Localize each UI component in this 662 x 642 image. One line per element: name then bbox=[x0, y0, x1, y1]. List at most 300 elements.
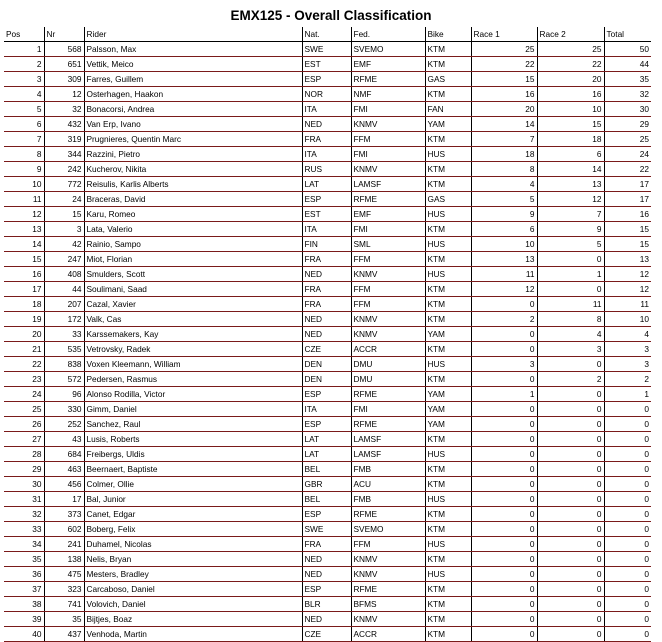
cell-pos: 19 bbox=[4, 312, 44, 327]
cell-fed: FMI bbox=[351, 102, 425, 117]
cell-rider: Razzini, Pietro bbox=[84, 147, 302, 162]
cell-fed: EMF bbox=[351, 57, 425, 72]
cell-nat: NED bbox=[302, 117, 351, 132]
header-nr: Nr bbox=[44, 27, 84, 42]
cell-race2: 6 bbox=[537, 147, 604, 162]
header-bike: Bike bbox=[425, 27, 471, 42]
cell-nr: 456 bbox=[44, 477, 84, 492]
table-row bbox=[4, 612, 651, 627]
cell-race2: 0 bbox=[537, 432, 604, 447]
table-row bbox=[4, 192, 651, 207]
cell-rider: Freibergs, Uldis bbox=[84, 447, 302, 462]
table-row bbox=[4, 132, 651, 147]
cell-total: 32 bbox=[604, 87, 651, 102]
cell-bike: KTM bbox=[425, 462, 471, 477]
cell-fed: EMF bbox=[351, 207, 425, 222]
cell-nr: 252 bbox=[44, 417, 84, 432]
cell-nr: 344 bbox=[44, 147, 84, 162]
cell-race1: 0 bbox=[471, 612, 537, 627]
cell-race1: 0 bbox=[471, 297, 537, 312]
table-header-row bbox=[4, 27, 651, 42]
table-row bbox=[4, 492, 651, 507]
cell-pos: 24 bbox=[4, 387, 44, 402]
cell-nr: 172 bbox=[44, 312, 84, 327]
cell-pos: 20 bbox=[4, 327, 44, 342]
cell-nat: NED bbox=[302, 552, 351, 567]
cell-nat: ESP bbox=[302, 507, 351, 522]
cell-fed: KNMV bbox=[351, 267, 425, 282]
table-row bbox=[4, 162, 651, 177]
cell-rider: Soulimani, Saad bbox=[84, 282, 302, 297]
cell-nr: 138 bbox=[44, 552, 84, 567]
cell-race2: 11 bbox=[537, 297, 604, 312]
cell-bike: KTM bbox=[425, 312, 471, 327]
cell-rider: Cazal, Xavier bbox=[84, 297, 302, 312]
cell-race2: 4 bbox=[537, 327, 604, 342]
cell-nat: EST bbox=[302, 57, 351, 72]
cell-bike: KTM bbox=[425, 372, 471, 387]
cell-nat: NED bbox=[302, 267, 351, 282]
cell-fed: SVEMO bbox=[351, 522, 425, 537]
cell-pos: 12 bbox=[4, 207, 44, 222]
cell-race2: 1 bbox=[537, 267, 604, 282]
cell-fed: RFME bbox=[351, 417, 425, 432]
table-row bbox=[4, 507, 651, 522]
cell-fed: ACU bbox=[351, 477, 425, 492]
cell-race2: 0 bbox=[537, 417, 604, 432]
cell-rider: Duhamel, Nicolas bbox=[84, 537, 302, 552]
cell-total: 0 bbox=[604, 507, 651, 522]
cell-race1: 0 bbox=[471, 597, 537, 612]
cell-bike: KTM bbox=[425, 87, 471, 102]
cell-pos: 35 bbox=[4, 552, 44, 567]
table-row bbox=[4, 342, 651, 357]
cell-nr: 44 bbox=[44, 282, 84, 297]
cell-nat: ESP bbox=[302, 417, 351, 432]
cell-bike: YAM bbox=[425, 327, 471, 342]
cell-pos: 23 bbox=[4, 372, 44, 387]
table-row bbox=[4, 117, 651, 132]
cell-pos: 18 bbox=[4, 297, 44, 312]
cell-race1: 3 bbox=[471, 357, 537, 372]
cell-race1: 0 bbox=[471, 462, 537, 477]
cell-nr: 838 bbox=[44, 357, 84, 372]
cell-pos: 1 bbox=[4, 42, 44, 57]
cell-bike: YAM bbox=[425, 117, 471, 132]
cell-total: 0 bbox=[604, 582, 651, 597]
cell-total: 0 bbox=[604, 417, 651, 432]
table-row bbox=[4, 477, 651, 492]
cell-pos: 17 bbox=[4, 282, 44, 297]
cell-fed: KNMV bbox=[351, 117, 425, 132]
cell-total: 16 bbox=[604, 207, 651, 222]
cell-race1: 4 bbox=[471, 177, 537, 192]
cell-total: 15 bbox=[604, 222, 651, 237]
cell-total: 2 bbox=[604, 372, 651, 387]
cell-race1: 9 bbox=[471, 207, 537, 222]
cell-total: 0 bbox=[604, 522, 651, 537]
cell-race2: 0 bbox=[537, 462, 604, 477]
cell-pos: 30 bbox=[4, 477, 44, 492]
cell-bike: GAS bbox=[425, 72, 471, 87]
page-title: EMX125 - Overall Classification bbox=[230, 8, 432, 23]
cell-pos: 36 bbox=[4, 567, 44, 582]
cell-total: 29 bbox=[604, 117, 651, 132]
cell-race1: 15 bbox=[471, 72, 537, 87]
cell-pos: 8 bbox=[4, 147, 44, 162]
table-row bbox=[4, 57, 651, 72]
cell-race1: 0 bbox=[471, 537, 537, 552]
cell-nr: 12 bbox=[44, 87, 84, 102]
table-row bbox=[4, 567, 651, 582]
cell-nat: NED bbox=[302, 327, 351, 342]
cell-bike: KTM bbox=[425, 252, 471, 267]
cell-bike: KTM bbox=[425, 432, 471, 447]
cell-rider: Van Erp, Ivano bbox=[84, 117, 302, 132]
cell-race1: 6 bbox=[471, 222, 537, 237]
table-row bbox=[4, 222, 651, 237]
cell-race1: 0 bbox=[471, 582, 537, 597]
cell-nr: 96 bbox=[44, 387, 84, 402]
cell-race1: 18 bbox=[471, 147, 537, 162]
table-row bbox=[4, 432, 651, 447]
cell-total: 0 bbox=[604, 627, 651, 642]
cell-pos: 5 bbox=[4, 102, 44, 117]
cell-total: 1 bbox=[604, 387, 651, 402]
cell-race2: 2 bbox=[537, 372, 604, 387]
table-row bbox=[4, 252, 651, 267]
cell-total: 44 bbox=[604, 57, 651, 72]
table-row bbox=[4, 372, 651, 387]
table-row bbox=[4, 282, 651, 297]
cell-nr: 772 bbox=[44, 177, 84, 192]
cell-race1: 0 bbox=[471, 447, 537, 462]
cell-nat: BLR bbox=[302, 597, 351, 612]
cell-nat: FRA bbox=[302, 252, 351, 267]
cell-race2: 12 bbox=[537, 192, 604, 207]
cell-rider: Valk, Cas bbox=[84, 312, 302, 327]
cell-total: 12 bbox=[604, 267, 651, 282]
cell-nat: ITA bbox=[302, 147, 351, 162]
cell-nat: SWE bbox=[302, 42, 351, 57]
cell-race1: 11 bbox=[471, 267, 537, 282]
cell-fed: LAMSF bbox=[351, 447, 425, 462]
cell-race1: 7 bbox=[471, 132, 537, 147]
cell-nat: FRA bbox=[302, 132, 351, 147]
cell-total: 0 bbox=[604, 432, 651, 447]
cell-fed: LAMSF bbox=[351, 177, 425, 192]
cell-nat: SWE bbox=[302, 522, 351, 537]
cell-fed: KNMV bbox=[351, 162, 425, 177]
cell-rider: Boberg, Felix bbox=[84, 522, 302, 537]
cell-rider: Prugnieres, Quentin Marc bbox=[84, 132, 302, 147]
cell-pos: 32 bbox=[4, 507, 44, 522]
cell-rider: Gimm, Daniel bbox=[84, 402, 302, 417]
cell-fed: KNMV bbox=[351, 312, 425, 327]
cell-rider: Reisulis, Karlis Alberts bbox=[84, 177, 302, 192]
cell-nat: ITA bbox=[302, 402, 351, 417]
cell-race2: 25 bbox=[537, 42, 604, 57]
cell-pos: 29 bbox=[4, 462, 44, 477]
table-row bbox=[4, 147, 651, 162]
cell-bike: HUS bbox=[425, 537, 471, 552]
cell-bike: YAM bbox=[425, 402, 471, 417]
cell-bike: KTM bbox=[425, 342, 471, 357]
cell-rider: Bonacorsi, Andrea bbox=[84, 102, 302, 117]
table-row bbox=[4, 312, 651, 327]
cell-nat: NED bbox=[302, 567, 351, 582]
cell-race1: 0 bbox=[471, 402, 537, 417]
cell-nr: 741 bbox=[44, 597, 84, 612]
cell-nr: 35 bbox=[44, 612, 84, 627]
cell-bike: KTM bbox=[425, 282, 471, 297]
cell-rider: Volovich, Daniel bbox=[84, 597, 302, 612]
cell-race2: 15 bbox=[537, 117, 604, 132]
cell-pos: 11 bbox=[4, 192, 44, 207]
cell-pos: 2 bbox=[4, 57, 44, 72]
header-total: Total bbox=[604, 27, 651, 42]
cell-fed: ACCR bbox=[351, 627, 425, 642]
cell-nat: CZE bbox=[302, 627, 351, 642]
cell-total: 0 bbox=[604, 552, 651, 567]
cell-total: 3 bbox=[604, 357, 651, 372]
cell-nr: 408 bbox=[44, 267, 84, 282]
cell-nr: 32 bbox=[44, 102, 84, 117]
cell-fed: RFME bbox=[351, 72, 425, 87]
cell-race2: 0 bbox=[537, 552, 604, 567]
table-row bbox=[4, 207, 651, 222]
cell-race1: 12 bbox=[471, 282, 537, 297]
cell-nr: 572 bbox=[44, 372, 84, 387]
cell-race1: 0 bbox=[471, 522, 537, 537]
cell-fed: NMF bbox=[351, 87, 425, 102]
cell-pos: 28 bbox=[4, 447, 44, 462]
cell-rider: Smulders, Scott bbox=[84, 267, 302, 282]
cell-total: 11 bbox=[604, 297, 651, 312]
cell-rider: Osterhagen, Haakon bbox=[84, 87, 302, 102]
cell-bike: KTM bbox=[425, 177, 471, 192]
cell-total: 30 bbox=[604, 102, 651, 117]
table-row bbox=[4, 387, 651, 402]
cell-nat: NED bbox=[302, 312, 351, 327]
table-body bbox=[4, 42, 651, 642]
cell-fed: KNMV bbox=[351, 552, 425, 567]
cell-total: 0 bbox=[604, 597, 651, 612]
cell-race1: 16 bbox=[471, 87, 537, 102]
cell-race1: 0 bbox=[471, 477, 537, 492]
cell-nat: FIN bbox=[302, 237, 351, 252]
cell-race1: 13 bbox=[471, 252, 537, 267]
cell-nat: NED bbox=[302, 612, 351, 627]
cell-race2: 0 bbox=[537, 252, 604, 267]
cell-rider: Alonso Rodilla, Victor bbox=[84, 387, 302, 402]
cell-rider: Canet, Edgar bbox=[84, 507, 302, 522]
cell-pos: 4 bbox=[4, 87, 44, 102]
cell-total: 0 bbox=[604, 462, 651, 477]
cell-total: 22 bbox=[604, 162, 651, 177]
cell-nr: 309 bbox=[44, 72, 84, 87]
cell-total: 12 bbox=[604, 282, 651, 297]
cell-bike: HUS bbox=[425, 447, 471, 462]
cell-total: 3 bbox=[604, 342, 651, 357]
cell-pos: 15 bbox=[4, 252, 44, 267]
table-row bbox=[4, 72, 651, 87]
table-row bbox=[4, 402, 651, 417]
cell-fed: FFM bbox=[351, 252, 425, 267]
cell-race1: 22 bbox=[471, 57, 537, 72]
cell-rider: Lusis, Roberts bbox=[84, 432, 302, 447]
cell-rider: Kucherov, Nikita bbox=[84, 162, 302, 177]
cell-pos: 33 bbox=[4, 522, 44, 537]
cell-rider: Venhoda, Martin bbox=[84, 627, 302, 642]
cell-rider: Vettik, Meico bbox=[84, 57, 302, 72]
cell-race1: 0 bbox=[471, 627, 537, 642]
cell-nat: FRA bbox=[302, 297, 351, 312]
cell-nat: ESP bbox=[302, 387, 351, 402]
cell-pos: 39 bbox=[4, 612, 44, 627]
cell-race1: 0 bbox=[471, 432, 537, 447]
cell-fed: FFM bbox=[351, 132, 425, 147]
cell-nr: 241 bbox=[44, 537, 84, 552]
cell-pos: 9 bbox=[4, 162, 44, 177]
cell-pos: 38 bbox=[4, 597, 44, 612]
cell-nr: 535 bbox=[44, 342, 84, 357]
cell-fed: RFME bbox=[351, 387, 425, 402]
table-row bbox=[4, 177, 651, 192]
cell-nr: 432 bbox=[44, 117, 84, 132]
table-row bbox=[4, 462, 651, 477]
table-row bbox=[4, 357, 651, 372]
cell-rider: Nelis, Bryan bbox=[84, 552, 302, 567]
cell-race2: 0 bbox=[537, 627, 604, 642]
cell-total: 25 bbox=[604, 132, 651, 147]
cell-nat: FRA bbox=[302, 282, 351, 297]
cell-bike: FAN bbox=[425, 102, 471, 117]
cell-fed: DMU bbox=[351, 357, 425, 372]
cell-race2: 22 bbox=[537, 57, 604, 72]
cell-bike: KTM bbox=[425, 522, 471, 537]
cell-rider: Palsson, Max bbox=[84, 42, 302, 57]
cell-total: 0 bbox=[604, 477, 651, 492]
cell-race1: 0 bbox=[471, 492, 537, 507]
cell-bike: HUS bbox=[425, 147, 471, 162]
table-row bbox=[4, 42, 651, 57]
cell-nat: GBR bbox=[302, 477, 351, 492]
cell-race2: 7 bbox=[537, 207, 604, 222]
table-row bbox=[4, 597, 651, 612]
cell-bike: KTM bbox=[425, 507, 471, 522]
cell-nat: CZE bbox=[302, 342, 351, 357]
cell-race2: 10 bbox=[537, 102, 604, 117]
cell-fed: ACCR bbox=[351, 342, 425, 357]
cell-race2: 0 bbox=[537, 567, 604, 582]
header-race1: Race 1 bbox=[471, 27, 537, 42]
cell-fed: BFMS bbox=[351, 597, 425, 612]
cell-race2: 0 bbox=[537, 357, 604, 372]
cell-race1: 0 bbox=[471, 507, 537, 522]
cell-pos: 3 bbox=[4, 72, 44, 87]
cell-nat: ITA bbox=[302, 102, 351, 117]
cell-bike: KTM bbox=[425, 582, 471, 597]
cell-rider: Miot, Florian bbox=[84, 252, 302, 267]
cell-bike: KTM bbox=[425, 597, 471, 612]
cell-total: 10 bbox=[604, 312, 651, 327]
cell-total: 50 bbox=[604, 42, 651, 57]
cell-fed: FMI bbox=[351, 147, 425, 162]
cell-total: 0 bbox=[604, 537, 651, 552]
cell-total: 0 bbox=[604, 402, 651, 417]
cell-race1: 0 bbox=[471, 552, 537, 567]
cell-pos: 27 bbox=[4, 432, 44, 447]
cell-race1: 14 bbox=[471, 117, 537, 132]
cell-pos: 22 bbox=[4, 357, 44, 372]
header-rider: Rider bbox=[84, 27, 302, 42]
cell-nr: 242 bbox=[44, 162, 84, 177]
cell-total: 24 bbox=[604, 147, 651, 162]
cell-rider: Voxen Kleemann, William bbox=[84, 357, 302, 372]
cell-fed: FMB bbox=[351, 492, 425, 507]
cell-race2: 0 bbox=[537, 402, 604, 417]
cell-bike: KTM bbox=[425, 297, 471, 312]
cell-race1: 10 bbox=[471, 237, 537, 252]
cell-bike: KTM bbox=[425, 612, 471, 627]
table-row bbox=[4, 447, 651, 462]
cell-pos: 31 bbox=[4, 492, 44, 507]
cell-race1: 5 bbox=[471, 192, 537, 207]
cell-rider: Rainio, Sampo bbox=[84, 237, 302, 252]
cell-bike: GAS bbox=[425, 192, 471, 207]
cell-race2: 9 bbox=[537, 222, 604, 237]
table-row bbox=[4, 627, 651, 642]
cell-race1: 0 bbox=[471, 342, 537, 357]
cell-pos: 6 bbox=[4, 117, 44, 132]
cell-total: 0 bbox=[604, 447, 651, 462]
cell-bike: HUS bbox=[425, 357, 471, 372]
cell-race2: 13 bbox=[537, 177, 604, 192]
cell-pos: 34 bbox=[4, 537, 44, 552]
cell-rider: Karu, Romeo bbox=[84, 207, 302, 222]
cell-fed: RFME bbox=[351, 582, 425, 597]
cell-nr: 3 bbox=[44, 222, 84, 237]
cell-rider: Bal, Junior bbox=[84, 492, 302, 507]
cell-fed: LAMSF bbox=[351, 432, 425, 447]
cell-fed: FMB bbox=[351, 462, 425, 477]
cell-rider: Vetrovsky, Radek bbox=[84, 342, 302, 357]
cell-race2: 0 bbox=[537, 597, 604, 612]
cell-race1: 0 bbox=[471, 327, 537, 342]
cell-nr: 319 bbox=[44, 132, 84, 147]
cell-nr: 373 bbox=[44, 507, 84, 522]
cell-rider: Colmer, Ollie bbox=[84, 477, 302, 492]
cell-fed: SVEMO bbox=[351, 42, 425, 57]
cell-bike: HUS bbox=[425, 237, 471, 252]
cell-race2: 0 bbox=[537, 612, 604, 627]
cell-bike: KTM bbox=[425, 222, 471, 237]
cell-race2: 0 bbox=[537, 537, 604, 552]
cell-bike: KTM bbox=[425, 162, 471, 177]
cell-fed: KNMV bbox=[351, 327, 425, 342]
cell-fed: FFM bbox=[351, 297, 425, 312]
cell-total: 35 bbox=[604, 72, 651, 87]
cell-nat: ESP bbox=[302, 192, 351, 207]
cell-race2: 0 bbox=[537, 492, 604, 507]
cell-rider: Carcaboso, Daniel bbox=[84, 582, 302, 597]
cell-race2: 18 bbox=[537, 132, 604, 147]
cell-nat: ESP bbox=[302, 72, 351, 87]
cell-race1: 0 bbox=[471, 567, 537, 582]
cell-race1: 8 bbox=[471, 162, 537, 177]
cell-nr: 651 bbox=[44, 57, 84, 72]
